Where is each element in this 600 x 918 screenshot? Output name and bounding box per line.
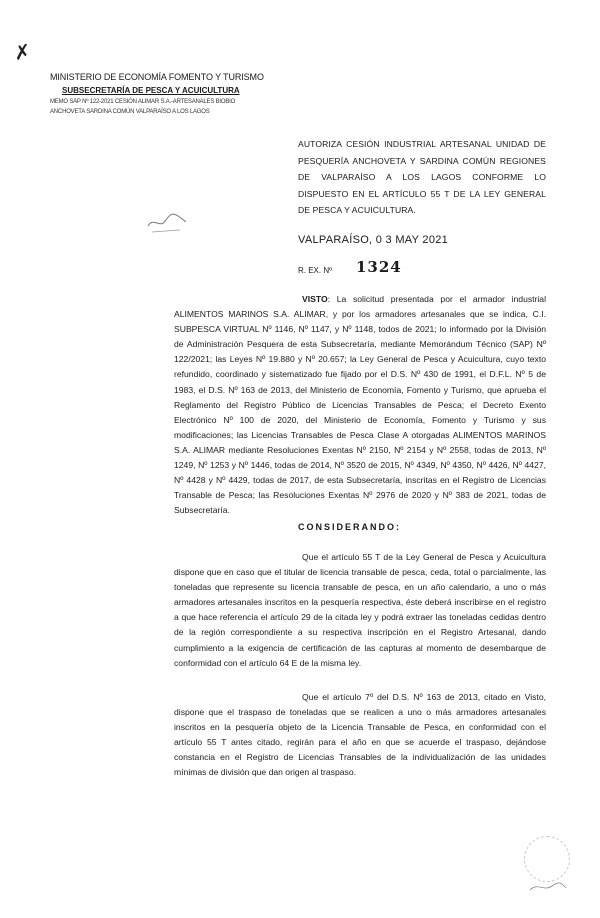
visto-label: VISTO (302, 294, 328, 304)
visto-text: : La solicitud presentada por el armador industrial ALIMENTOS MARINOS S.A. ALIMAR, y por los armadores artesanales que se indica, C.I. SUBPESCA VIRTUAL Nº 1146, Nº 1147, y Nº 1148, todos de 2021; lo informado por la División de Administración Pesquera de esta Subsecretaría, mediante Memorándum Técnico (SAP) Nº 122/2021; las Leyes Nº 19.880 y Nº 20.657; la Ley General de Pesca y Acuicultura, cuyo texto refundido, coordinado y sistematizado fue fijado por el D.S. Nº 430 de 1991, el D.F.L. Nº 5 de 1983, el D.S. Nº 163 de 2013, del Ministerio de Economía, Fomento y Turismo, que aprueba el Reglamento del Registro Público de Licencias Transables de Pesca; el Decreto Exento Electrónico Nº 100 de 2020, del Ministerio de Economía, Fomento y Turismo y sus modificaciones; las Licencias Transables de Pesca Clase A otorgadas ALIMENTOS MARINOS S.A. ALIMAR mediante Resoluciones Exentas Nº 2150, Nº 2154 y Nº 2558, todas de 2013, Nº 1249, Nº 1253 y Nº 1446, todas de 2014, Nº 3520 de 2015, Nº 4349, Nº 4350, Nº 4426, Nº 4427, Nº 4428 y Nº 4429, todas de 2017, de esta Subsecretaría, inscritas en el Registro de Licencias Transable de Pesca; las Resoluciones Exentas Nº 2976 de 2020 y Nº 383 de 2021, todas de Subsecretaría. (174, 294, 546, 516)
signature-mark (528, 880, 568, 894)
considerando-heading: CONSIDERANDO: (298, 522, 402, 532)
visto-paragraph (174, 292, 546, 518)
resolution-number: 1324 (356, 258, 402, 276)
official-stamp (524, 836, 570, 882)
initials-signature (146, 206, 190, 236)
ministry-name: MINISTERIO DE ECONOMÍA FOMENTO Y TURISMO (50, 72, 264, 82)
resolution-number-label: R. EX. Nº (298, 266, 333, 275)
considerando-paragraph-2: Que el artículo 7º del D.S. Nº 163 de 2013, citado en Visto, dispone que el traspaso de toneladas que se realicen a uno o más armadores artesanales inscritos en la pesquería objeto de la Licencia Transable de Pesca, en conformidad con el artículo 55 T antes citado, regirán para el año en que se acuerde el traspaso, dejándose constancia en el Registro de Licencias Transables de la individualización de las unidades mínimas de división que dan origen al traspaso. (174, 692, 546, 778)
place-and-date: VALPARAÍSO, 0 3 MAY 2021 (298, 234, 449, 246)
reference-line-1: MEMO SAP Nº 122-2021 CESIÓN ALIMAR S.A.-ARTESANALES BIOBIO (50, 99, 236, 105)
considerando-paragraph-1: Que el artículo 55 T de la Ley General de Pesca y Acuicultura dispone que en caso que el titular de licencia transable de pesca, ceda, total o parcialmente, las toneladas que represente su licencia transable de pesca, en un año calendario, a uno o más armadores artesanales inscritos en la pesquería respectiva, éste deberá inscribirse en el registro a que hace referencia el artículo 29 de la citada ley y podrá extraer las toneladas cedidas dentro de la región correspondiente a su respectiva inscripción en el Registro Artesanal, dando cumplimiento a la exigencia de certificación de las capturas al momento de desembarque de conformidad con el artículo 64 E de la misma ley. (174, 552, 546, 668)
resolution-subject: AUTORIZA CESIÓN INDUSTRIAL ARTESANAL UNIDAD DE PESQUERÍA ANCHOVETA Y SARDINA COMÚN REGIONES DE VALPARAÍSO A LOS LAGOS CONFORME LO DISPUESTO EN EL ARTÍCULO 55 T DE LA LEY GENERAL DE PESCA Y ACUICULTURA. (298, 139, 546, 215)
subsecretaria-name: SUBSECRETARÍA DE PESCA Y ACUICULTURA (62, 86, 240, 95)
handwritten-margin-mark: ✗ (12, 38, 33, 66)
reference-line-2: ANCHOVETA SARDINA COMÚN VALPARAÍSO A LOS LAGOS (50, 109, 210, 115)
